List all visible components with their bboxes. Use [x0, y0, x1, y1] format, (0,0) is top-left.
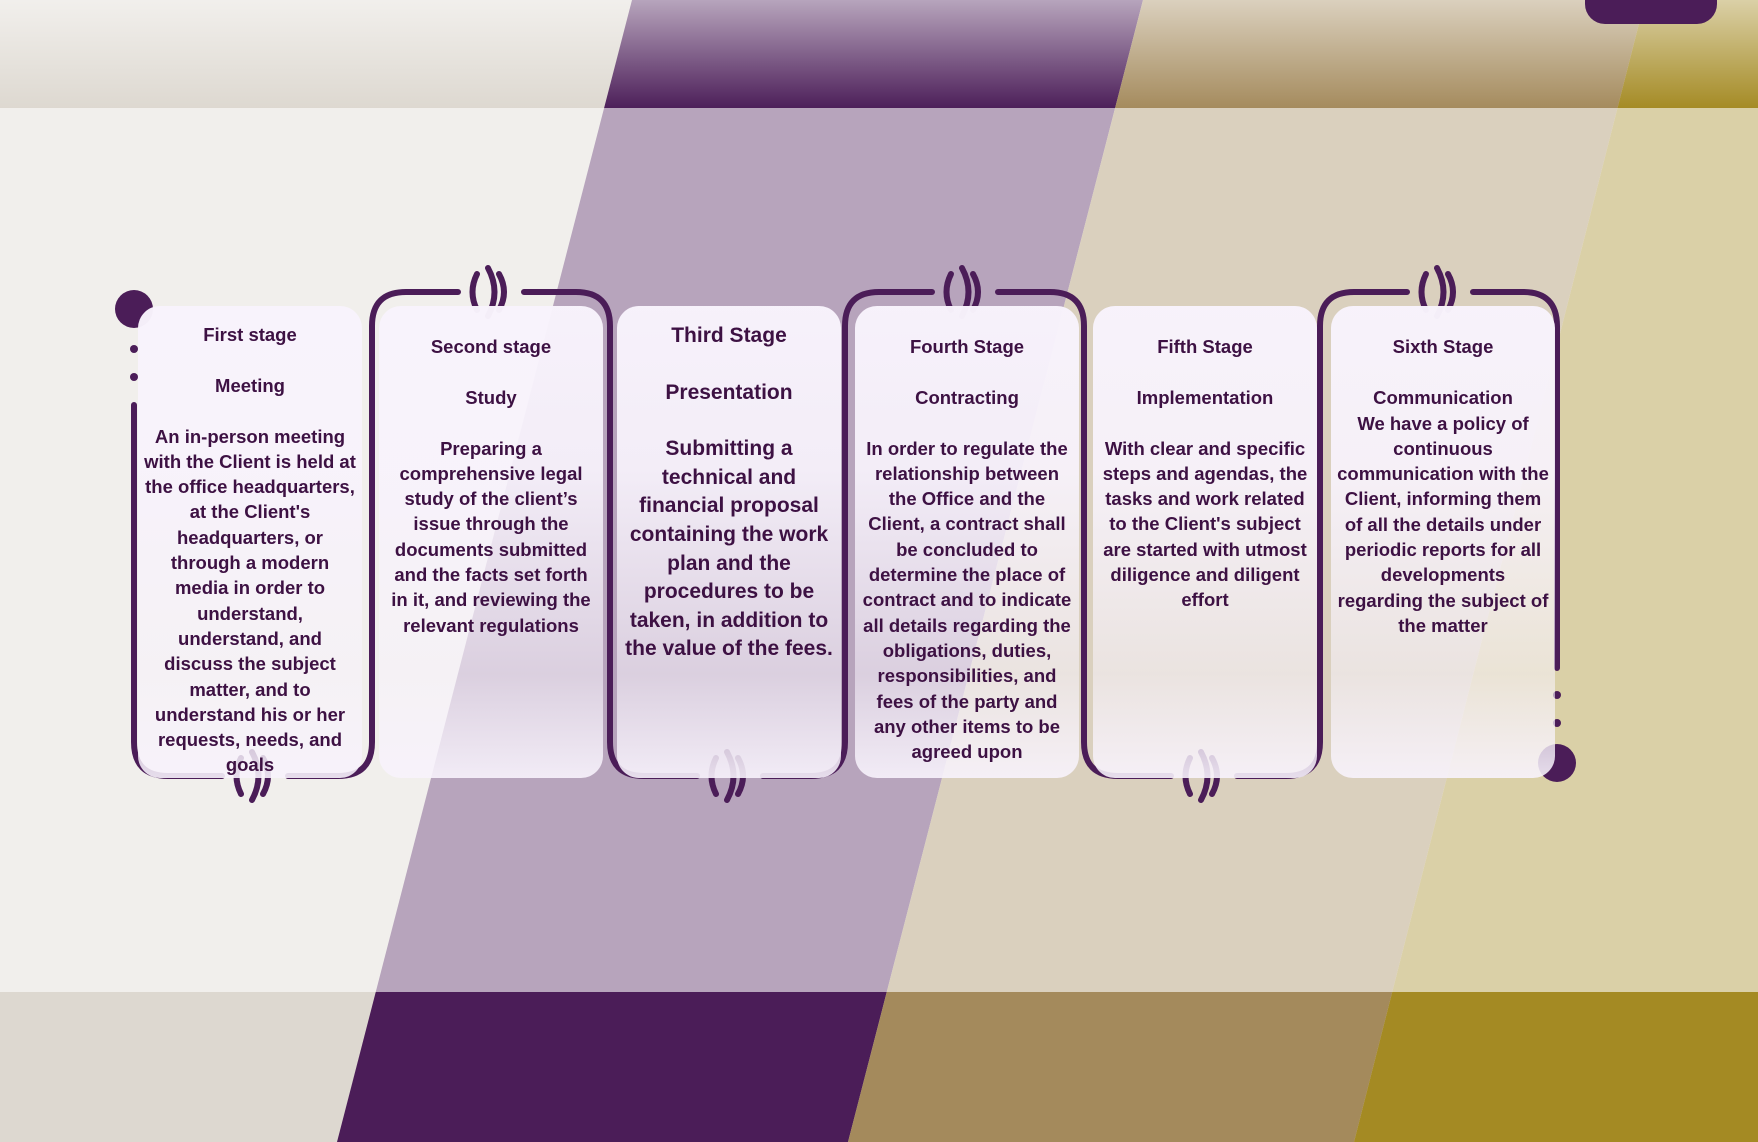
stage-title: Fourth Stage: [909, 336, 1025, 357]
stage-description: Preparing a comprehensive legal study of the client’s issue through the documents submitted and the facts set forth in it, and reviewing the relevant regulations: [391, 437, 591, 636]
stage-card-4: [855, 306, 1079, 778]
stage-subtitle: Presentation: [665, 380, 793, 404]
stage-title: Second stage: [430, 336, 552, 357]
stage-description: An in-person meeting with the Client is held at the office headquarters, at the Client's headquarters, or through a modern media in order to understand, understand, and discuss the subject matter, and to understand his or her requests, needs, and goals: [144, 425, 356, 776]
stage-description: Submitting a technical and financial proposal containing the work plan and the procedures to be taken, in addition to the value of the fees.: [625, 437, 833, 661]
stage-card-2: [379, 306, 603, 778]
stage-title: Third Stage: [671, 324, 787, 347]
stage-subtitle: Implementation: [1136, 387, 1274, 409]
stage-title: Fifth Stage: [1157, 336, 1253, 357]
stage-card-5: [1093, 306, 1317, 778]
stage-card-3: [617, 306, 841, 778]
stage-title: Sixth Stage: [1392, 336, 1494, 357]
stage-card-6: [1331, 306, 1555, 778]
stage-subtitle: Meeting: [215, 375, 285, 397]
stage-description: In order to regulate the relationship between the Office and the Client, a contract shall be concluded to determine the place of contract and to indicate all details regarding the obligations, duties, responsibilities, and fees of the party and any other items to be agreed upon: [862, 437, 1072, 763]
stage-description: With clear and specific steps and agendas, the tasks and work related to the Client's subject are started with utmost diligence and diligent effort: [1102, 437, 1308, 611]
stage-title: First stage: [203, 324, 297, 345]
stage-subtitle: Study: [465, 387, 517, 409]
stage-card-1: [138, 306, 362, 778]
stage-description: We have a policy of continuous communication with the Client, informing them of all the details under periodic reports for all developments regarding the subject of the matter: [1337, 412, 1549, 636]
stage-subtitle: Contracting: [915, 387, 1019, 409]
stage-subtitle: Communication: [1373, 387, 1513, 409]
